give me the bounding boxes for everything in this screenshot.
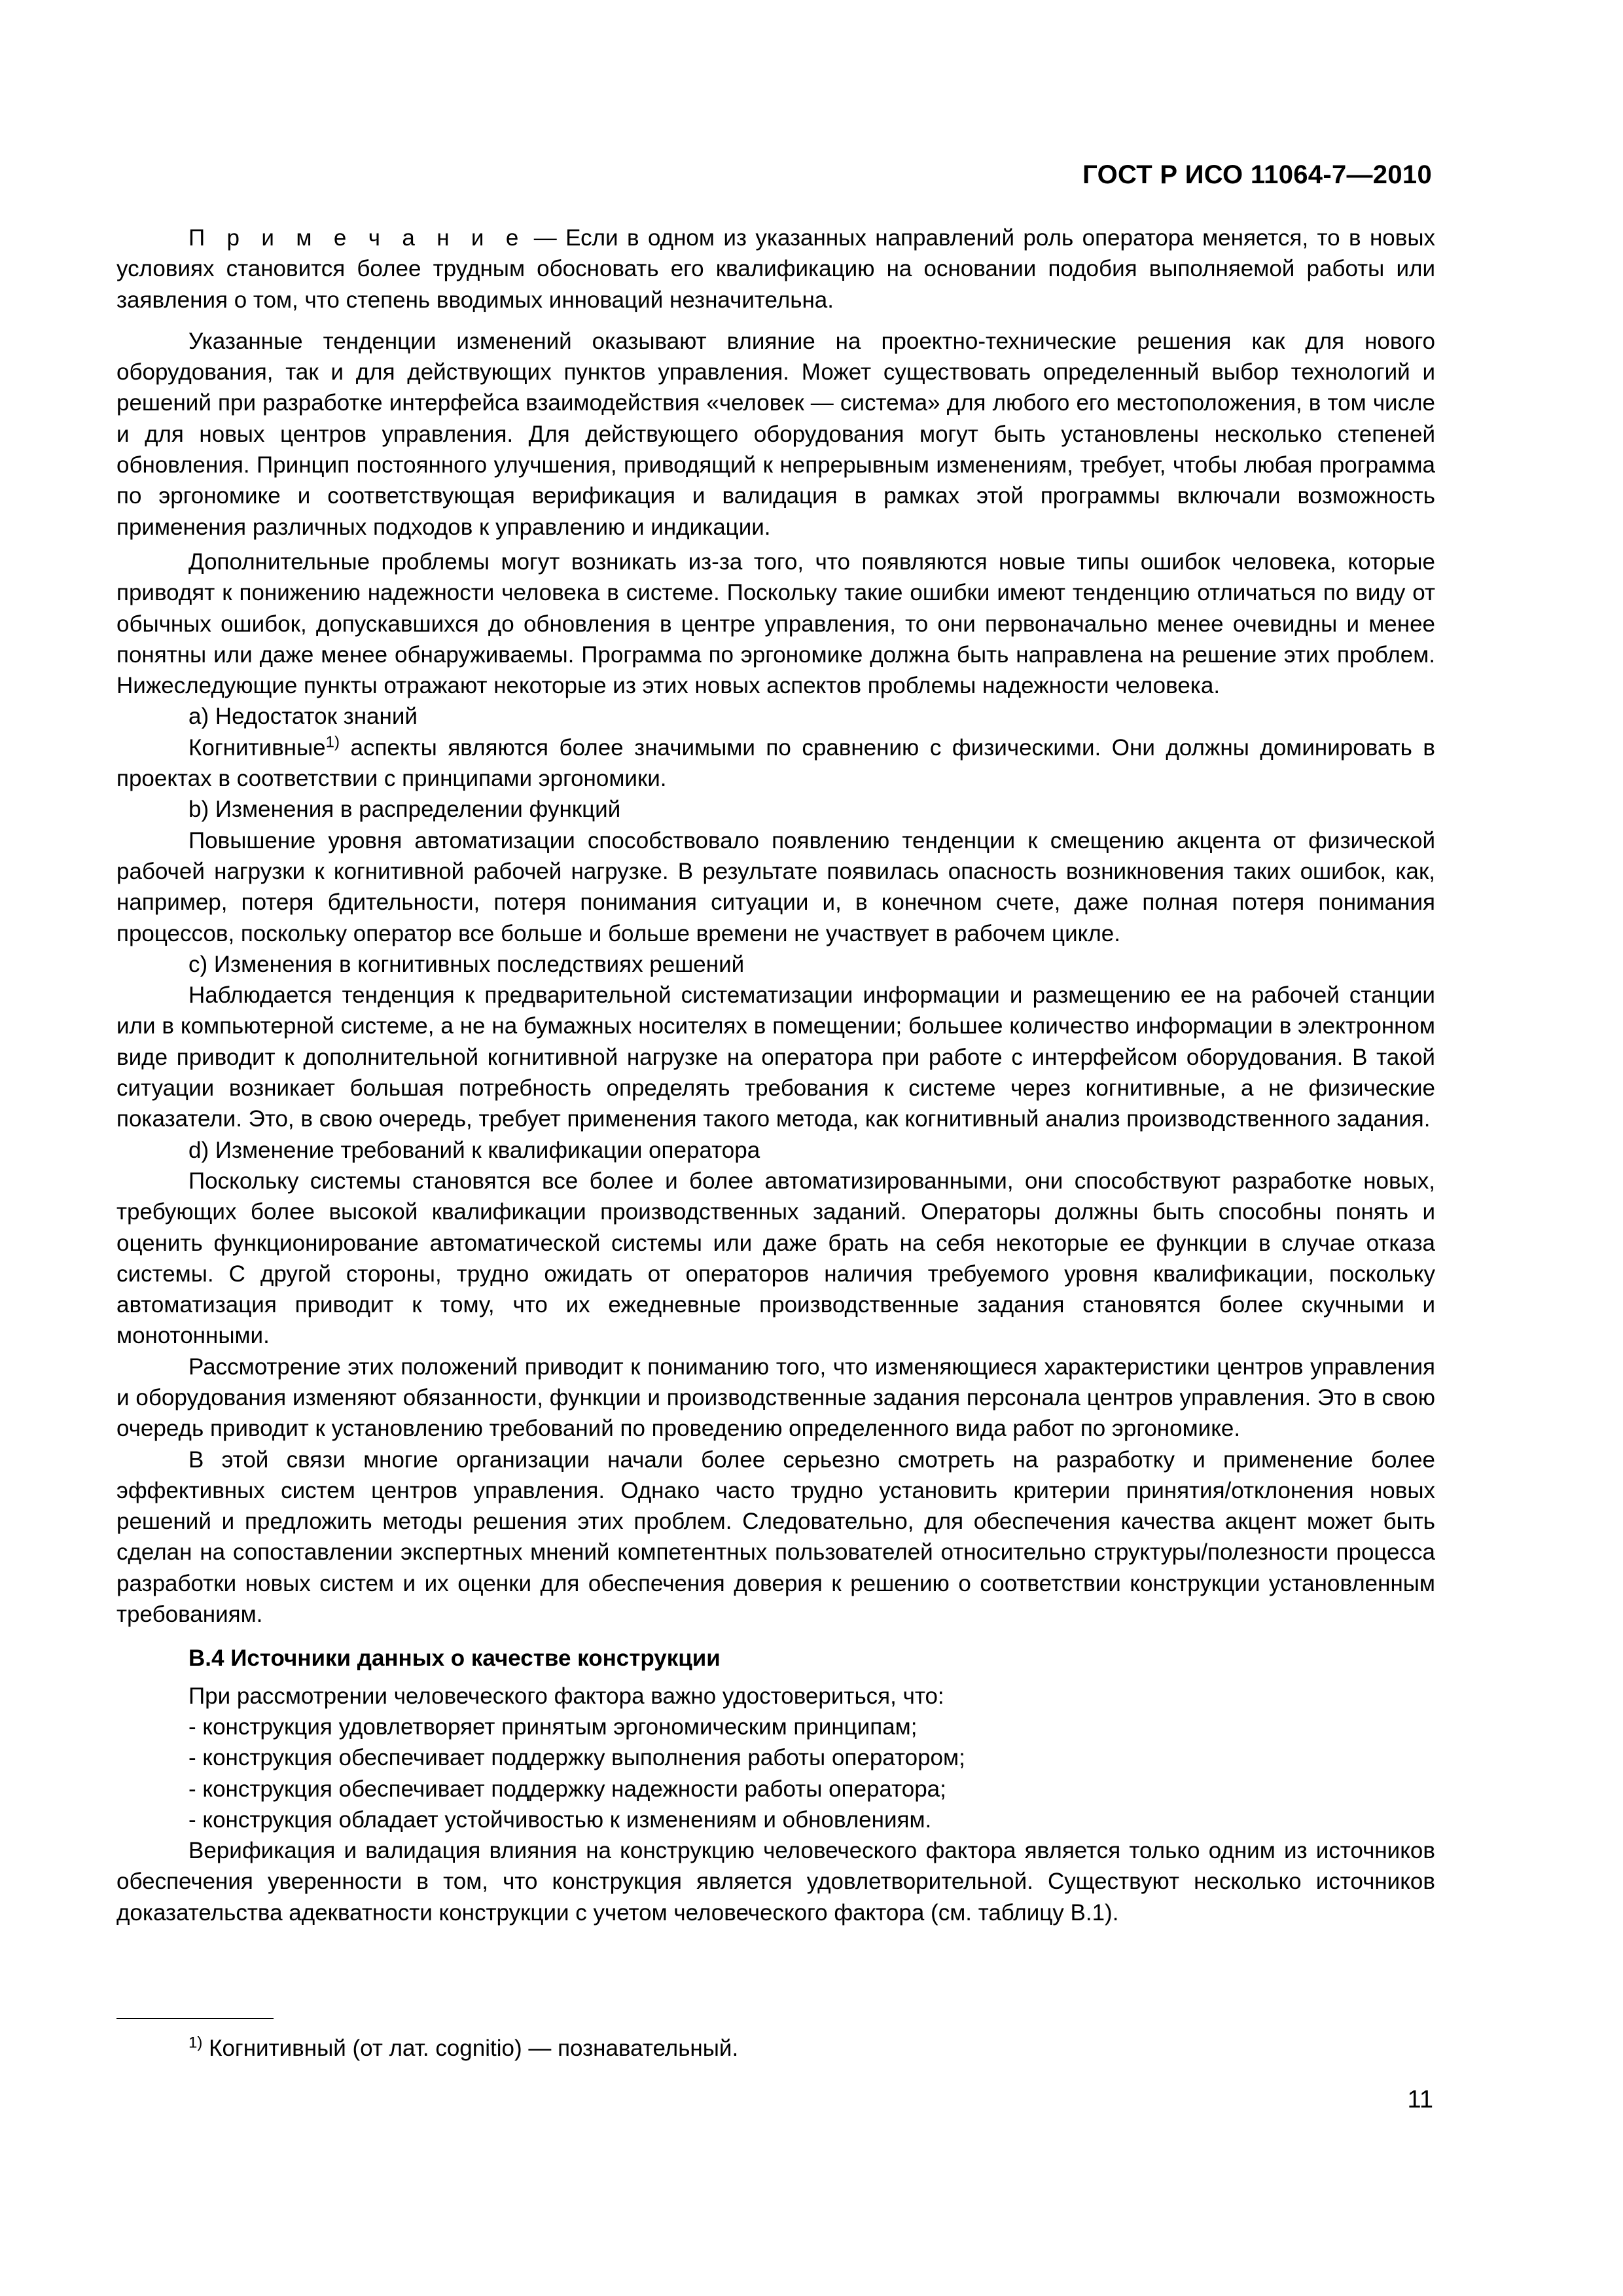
footnote-divider bbox=[116, 2018, 274, 2019]
item-c-heading: c) Изменения в когнитивных последствиях решений bbox=[188, 951, 745, 977]
item-a-heading: a) Недостаток знаний bbox=[188, 704, 418, 730]
note-text: — Если в одном из указанных направлений роль оператора меняется, то в новых условиях становится более трудным обосновать его квалификацию на основании подобия выполняемой работы или заявления о том, что степень вводимых инноваций незначительна. bbox=[116, 225, 1435, 313]
item-c-text: Наблюдается тенденция к предварительной систематизации информации и размещению ее на рабочей станции или в компьютерной системе, а не на бумажных носителях в помещении; большее количество информации в электронном виде приводит к дополнительной когнитивной нагрузке на оператора при работе с интерфейсом оборудования. В такой ситуации возникает большая потребность определять требования к системе через когнитивные, а не физические показатели. Это, в свою очередь, требует применения такого метода, как когнитивный анализ производственного задания. bbox=[116, 982, 1435, 1132]
item-b-text: Повышение уровня автоматизации способствовало появлению тенденции к смещению акцента от физической рабочей нагрузки к когнитивной рабочей нагрузке. В результате появилась опасность возникновения таких ошибок, как, например, потеря бдительности, потеря понимания ситуации и, в конечном счете, даже полная потеря понимания процессов, поскольку оператор все больше и больше времени не участвует в рабочем цикле. bbox=[116, 827, 1435, 946]
note-label: П р и м е ч а н и е bbox=[188, 225, 526, 251]
footnote-marker: 1) bbox=[188, 2034, 203, 2052]
section-closing: Верификация и валидация влияния на конструкцию человеческого фактора является только одним из источников обеспечения уверенности в том, что конструкция является удовлетворительной. Существуют несколько источников доказательства адекватности конструкции с учетом человеческого фактора (см. таблицу В.1). bbox=[116, 1838, 1435, 1926]
section-heading-b4: В.4 Источники данных о качестве конструкции bbox=[188, 1645, 721, 1672]
standard-header: ГОСТ Р ИСО 11064-7—2010 bbox=[1082, 160, 1432, 189]
section-intro: При рассмотрении человеческого фактора важно удостовериться, что: bbox=[188, 1683, 944, 1709]
paragraph-new-errors: Дополнительные проблемы могут возникать из-за того, что появляются новые типы ошибок человека, которые приводят к понижению надежности человека в системе. Поскольку такие ошибки имеют тенденцию отличаться по виду от обычных ошибок, допускавшихся до обновления в центре управления, то они первоначально менее очевидны и менее понятны или даже менее обнаруживаемы. Программа по эргономике должна быть направлена на решение этих проблем. Нижеследующие пункты отражают некоторые из этих новых аспектов проблемы надежности человека. bbox=[116, 548, 1435, 699]
paragraph-trends: Указанные тенденции изменений оказывают влияние на проектно-технические решения как для нового оборудования, так и для действующих пунктов управления. Может существовать определенный выбор технологий и решений при разработке интерфейса взаимодействия «человек — система» для любого его местоположения, в том числе и для новых центров управления. Для действующего оборудования могут быть установлены несколько степеней обновления. Принцип постоянного улучшения, приводящий к непрерывным изменениям, требует, чтобы любая программа по эргономике и соответствующая верификация и валидация в рамках этой программы включали возможность применения различных подходов к управлению и индикации. bbox=[116, 328, 1435, 540]
main-text bbox=[116, 223, 1435, 1928]
item-a-text-end: аспекты являются более значимыми по сравнению с физическими. Они должны доминировать в проектах в соответствии с принципами эргономики. bbox=[116, 734, 1435, 792]
list-item: - конструкция обладает устойчивостью к изменениям и обновлениям. bbox=[188, 1806, 932, 1833]
note-paragraph bbox=[116, 223, 1435, 315]
paragraph-organizations: В этой связи многие организации начали более серьезно смотреть на разработку и применение более эффективных систем центров управления. Однако часто трудно установить критерии принятия/отклонения новых решений и предложить методы решения этих проблем. Следовательно, для обеспечения качества акцент может быть сделан на сопоставлении экспертных мнений компетентных пользователей относительно структуры/полезности процесса разработки новых систем и их оценки для обеспечения доверия к решению о соответствии конструкции установленным требованиям. bbox=[116, 1446, 1435, 1628]
item-a-text bbox=[116, 732, 1435, 795]
list-item: - конструкция удовлетворяет принятым эргономическим принципам; bbox=[188, 1713, 918, 1740]
item-a-text-start: Когнитивные bbox=[188, 734, 326, 761]
footnote-ref: 1) bbox=[325, 733, 340, 751]
footnote bbox=[188, 2033, 738, 2064]
paragraph-consideration: Рассмотрение этих положений приводит к пониманию того, что изменяющиеся характеристики центров управления и оборудования изменяют обязанности, функции и производственные задания персонала центров управления. Это в свою очередь приводит к установлению требований по проведению определенного вида работ по эргономике. bbox=[116, 1354, 1435, 1442]
footnote-text: Когнитивный (от лат. cognitio) — познавательный. bbox=[202, 2036, 739, 2061]
item-d-text: Поскольку системы становятся все более и более автоматизированными, они способствуют разработке новых, требующих более высокой квалификации производственных заданий. Операторы должны быть способны понять и оценить функционирование автоматической системы или даже брать на себя некоторые ее функции в случае отказа системы. С другой стороны, трудно ожидать от операторов наличия требуемого уровня квалификации, поскольку автоматизация приводит к тому, что их ежедневные производственные задания становятся более скучными и монотонными. bbox=[116, 1168, 1435, 1349]
item-d-heading: d) Изменение требований к квалификации оператора bbox=[188, 1137, 760, 1163]
list-item: - конструкция обеспечивает поддержку надежности работы оператора; bbox=[188, 1776, 946, 1802]
list-item: - конструкция обеспечивает поддержку выполнения работы оператором; bbox=[188, 1745, 965, 1771]
item-b-heading: b) Изменения в распределении функций bbox=[188, 797, 621, 823]
page-number: 11 bbox=[1407, 2086, 1433, 2113]
